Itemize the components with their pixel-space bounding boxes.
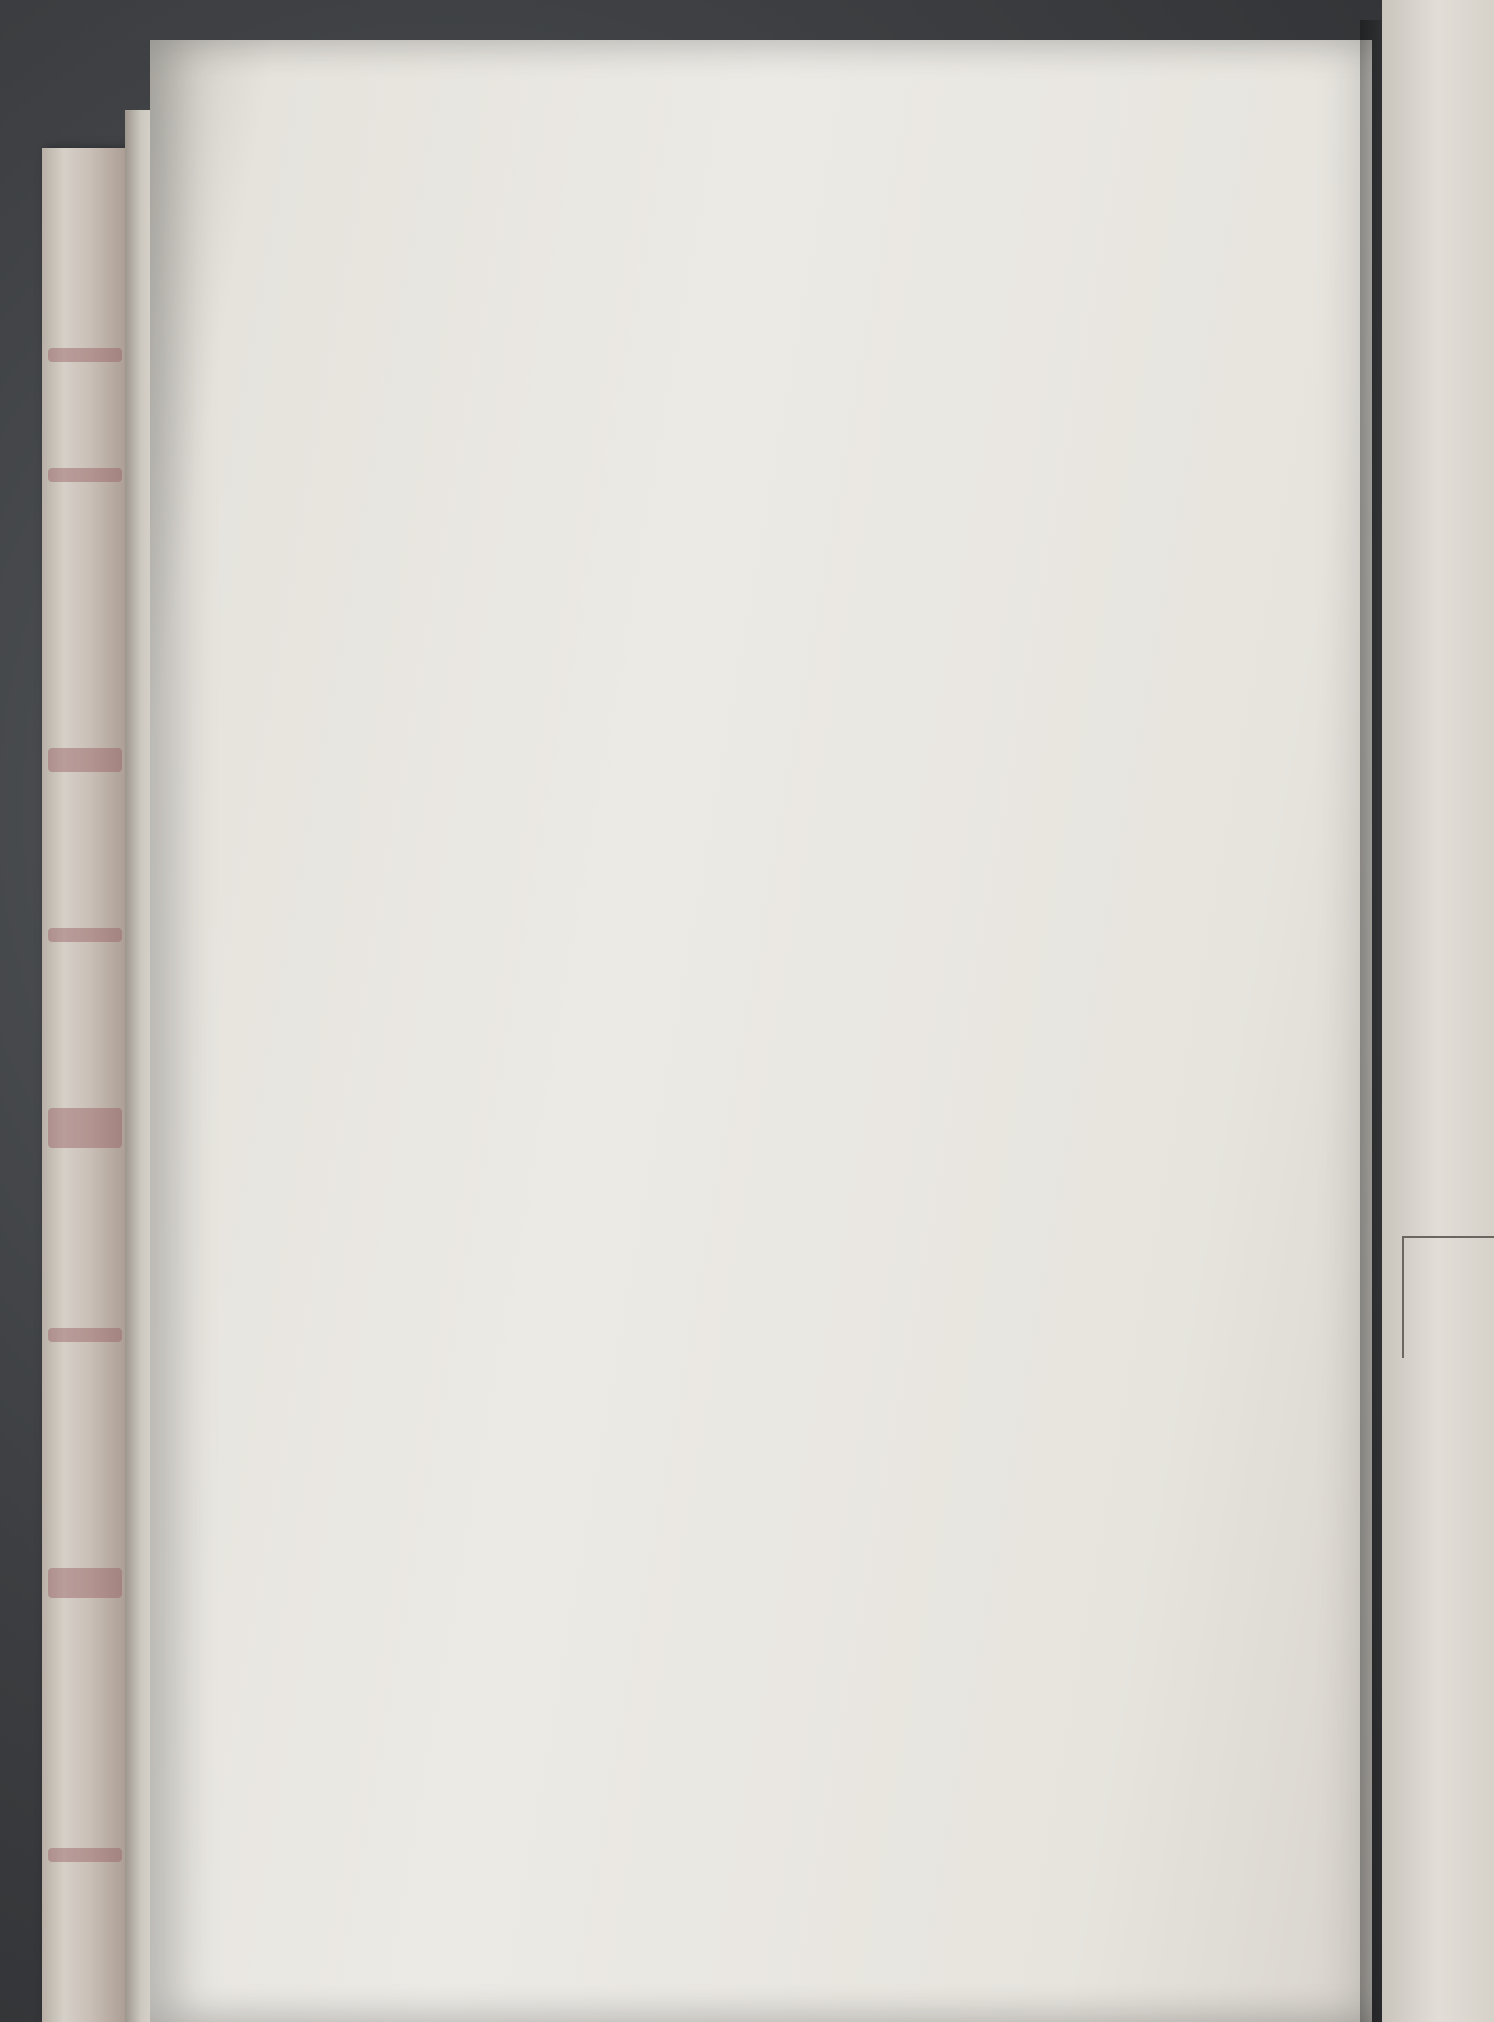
facing-page-top-text <box>1400 23 1494 443</box>
spine-stain <box>48 1108 122 1148</box>
spine-stain <box>48 1568 122 1598</box>
spine-stain <box>48 1328 122 1342</box>
final-line <box>368 236 1328 279</box>
book-spine <box>42 148 130 2022</box>
spine-stain <box>48 748 122 772</box>
page-header <box>368 180 1328 236</box>
spine-stain <box>48 1848 122 1862</box>
page-text-block <box>368 180 1328 279</box>
facing-page <box>1382 0 1494 2022</box>
spine-stain <box>48 928 122 942</box>
spine-stain <box>48 468 122 482</box>
left-page <box>150 40 1372 2022</box>
facing-page-rule <box>1402 1236 1494 1358</box>
spine-stain <box>48 348 122 362</box>
